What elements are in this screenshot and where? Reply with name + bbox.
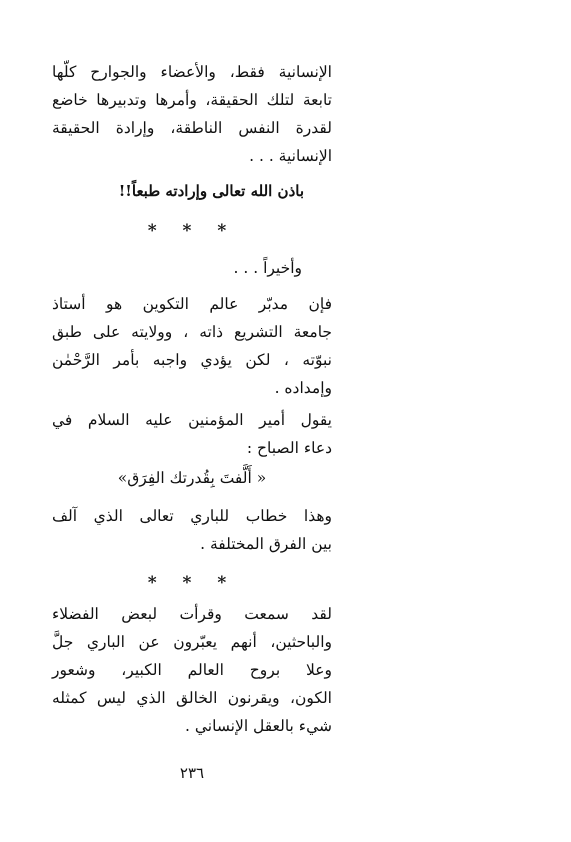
emphasis-line: باذن الله تعالى وإرادته طبعاً!! [118,182,304,200]
quote-line: « أَلَّفتَ بِقُدرتك الفِرَق» [117,469,267,487]
text-line: لقدرة النفس الناطقة، وإرادة الحقيقة [52,119,332,137]
text-line: والباحثين، أنهم يعبّرون عن الباري جلَّ [52,633,332,651]
text-line: جامعة التشريع ذاته ، وولايته على طبق [52,323,332,341]
text-line: شيء بالعقل الإنساني . [185,717,332,735]
text-line: دعاء الصباح : [246,439,332,457]
text-line: الإنسانية . . . [249,147,332,165]
text-line: الكون، ويقرنون الخالق الذي ليس كمثله [52,689,332,707]
text-line: وإمداده . [274,379,332,397]
text-line: وعلا بروح العالم الكبير، وشعور [52,661,332,679]
text-line: وأخيراً . . . [233,259,302,277]
text-line: تابعة لتلك الحقيقة، وأمرها وتدبيرها خاضع [52,91,332,109]
section-separator: * * * [147,221,237,241]
text-line: يقول أمير المؤمنين عليه السلام في [52,411,332,429]
text-line: بين الفرق المختلفة . [200,535,332,553]
page-number: ٢٣٦ [179,764,205,782]
section-separator: * * * [147,573,237,593]
text-line: وهذا خطاب للباري تعالى الذي آلف [52,507,332,525]
text-line: الإنسانية فقط، والأعضاء والجوارح كلّها [52,63,332,81]
text-line: نبوّته ، لكن يؤدي واجبه بأمر الرَّحْمٰن [52,351,332,369]
text-line: لقد سمعت وقرأت لبعض الفضلاء [52,605,332,623]
text-line: فإن مدبّر عالم التكوين هو أستاذ [52,295,332,313]
